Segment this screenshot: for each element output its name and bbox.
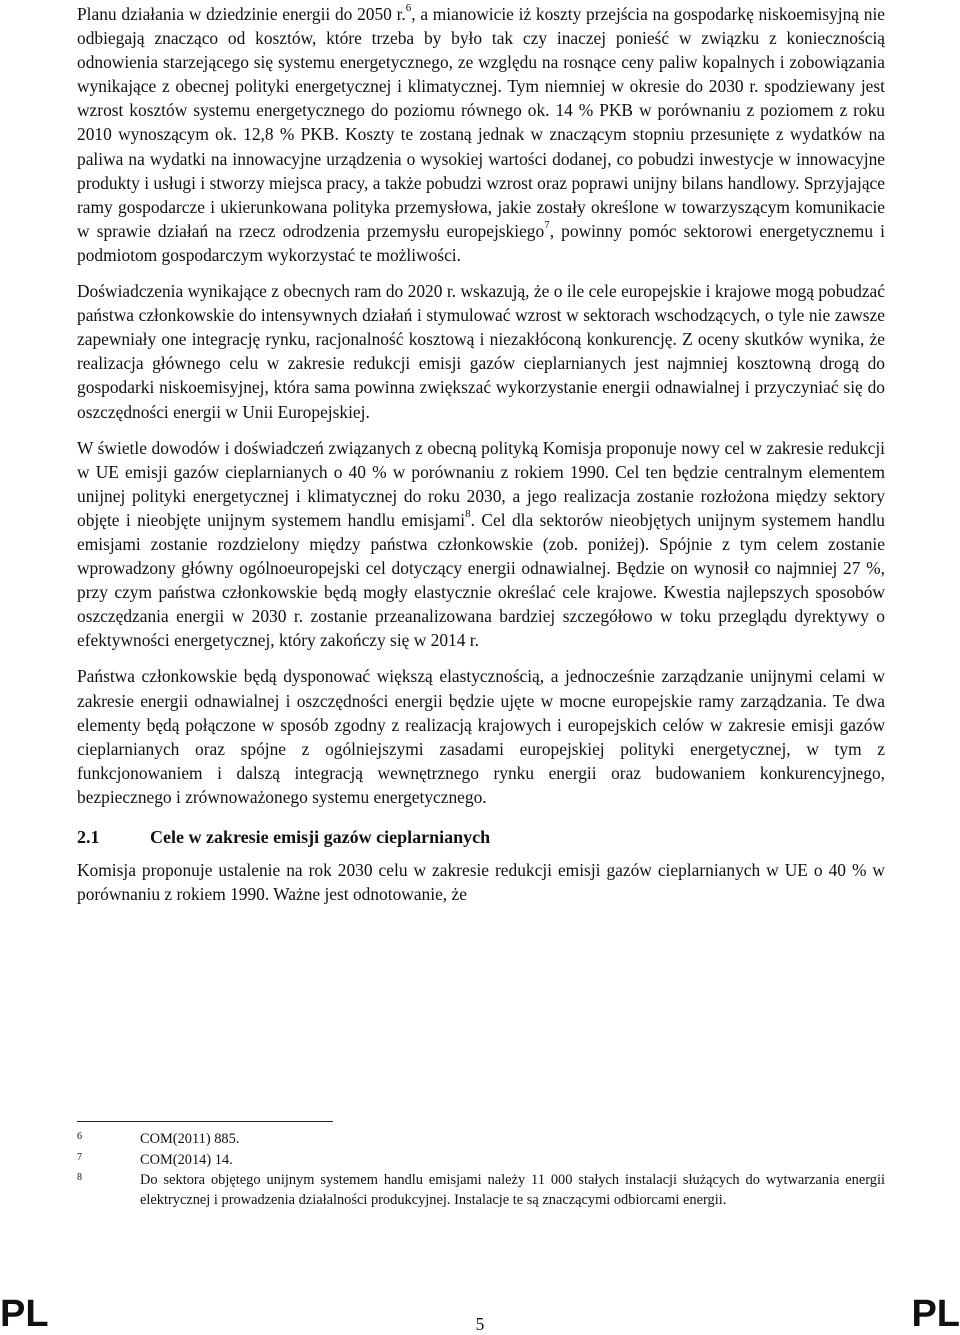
paragraph-text: , a mianowicie iż koszty przejścia na gospodarkę niskoemisyjną nie odbiegają znacząco od kosztów, które trzeba by było tak czy inaczej ponieść w związku z koniecznością odnowienia starzejącego się systemu energetycznego, ze względu na rosnące ceny paliw kopalnych i zobowiązania wynikające z obecnej polityki energetycznej i klimatycznej. Tym niemniej w okresie do 2030 r. spodziewany jest wzrost kosztów systemu energetycznego do poziomu równego ok. 14 % PKB w porównaniu z poziomem z roku 2010 wynoszącym ok. 12,8 % PKB. Koszty te zostaną jednak w znaczącym stopniu przesunięte z wydatków na paliwa na wydatki na innowacyjne urządzenia o wysokiej wartości dodanej, co pobudzi inwestycje w innowacyjne produkty i usługi i stworzy miejsca pracy, a także pobudzi wzrost oraz poprawi unijny bilans handlowy. Sprzyjające ramy gospodarcze i ukierunkowana polityka przemysłowa, jakie zostały określone w towarzyszącym komunikacie w sprawie działań na rzecz odrodzenia przemysłu europejskiego: [77, 4, 885, 241]
footnote-mark: 8: [77, 1172, 82, 1183]
section-paragraph: Komisja proponuje ustalenie na rok 2030 celu w zakresie redukcji emisji gazów cieplarnianych w UE o 40 % w porównaniu z rokiem 1990. Ważne jest odnotowanie, że: [77, 860, 885, 905]
section-number: 2.1: [77, 827, 100, 847]
main-text: [77, 2, 885, 918]
paragraph-text: Planu działania w dziedzinie energii do 2050 r.: [77, 4, 406, 24]
footnote-text: COM(2011) 885.: [140, 1131, 240, 1147]
paragraph-1: [77, 2, 885, 267]
paragraph-text: Państwa członkowskie będą dysponować większą elastycznością, a jednocześnie zarządzanie unijnymi celami w zakresie energii odnawialnej i oszczędności energii będzie ujęte w mocne europejskie ramy zarządzania. Te dwa elementy będą połączone w sposób zgodny z realizacją krajowych i europejskich celów w zakresie emisji gazów cieplarnianych oraz spójne z ogólniejszymi zasadami europejskiej polityki energetycznej, w tym z funkcjonowaniem i dalszą integracją wewnętrznego rynku energii oraz budowaniem konkurencyjnego, bezpiecznego i zrównoważonego systemu energetycznego.: [77, 666, 885, 807]
paragraph-text: . Cel dla sektorów nieobjętych unijnym systemem handlu emisjami zostanie rozdzielony między państwa członkowskie (zob. poniżej). Spójnie z tym celem zostanie wprowadzony główny ogólnoeuropejski cel dotyczący energii odnawialnej. Będzie on wynosił co najmniej 27 %, przy czym państwa członkowskie będą mogły elastycznie określać cele krajowe. Kwestia najlepszych sposobów oszczędzania energii w 2030 r. zostanie przeanalizowana bardziej szczegółowo w toku przeglądu dyrektywy o efektywności energetycznej, który zakończy się w 2014 r.: [77, 509, 885, 651]
footnote-6: [77, 1130, 885, 1150]
footnote-ref-6[interactable]: 6: [405, 2, 412, 15]
footnote-7: [77, 1151, 885, 1171]
footnote-ref-7[interactable]: 7: [544, 219, 550, 232]
paragraph-4: [77, 664, 885, 809]
footnote-mark: 7: [77, 1151, 82, 1163]
language-code-right: PL: [911, 1293, 960, 1335]
footnote-mark: 6: [77, 1131, 82, 1142]
section-heading: [77, 825, 885, 849]
page-number: 5: [475, 1314, 485, 1334]
paragraph-2: [77, 279, 885, 424]
language-code-left: PL: [0, 1293, 49, 1335]
paragraph-text: , powinny pomóc sektorowi energetycznemu i podmiotom gospodarczym wykorzystać te możliwości.: [77, 220, 885, 265]
footnote-text: Do sektora objętego unijnym systemem handlu emisjami należy 11 000 stałych instalacji służących do wytwarzania energii elektrycznej i prowadzenia działalności produkcyjnej. Instalacje te są znaczącymi odbiorcami energii.: [140, 1172, 885, 1208]
paragraph-3: [77, 436, 885, 653]
footnotes: [77, 1130, 885, 1211]
paragraph-text: W świetle dowodów i doświadczeń związanych z obecną polityką Komisja proponuje nowy cel w zakresie redukcji w UE emisji gazów cieplarnianych o 40 % w porównaniu z rokiem 1990. Cel ten będzie centralnym elementem unijnej polityki energetycznej i klimatycznej do roku 2030, a jego realizacja zostanie rozłożona między sektory objęte i nieobjęte unijnym systemem handlu emisjami: [77, 437, 885, 530]
section-title: Cele w zakresie emisji gazów cieplarnianych: [150, 827, 491, 847]
footnote-text: COM(2014) 14.: [140, 1151, 233, 1168]
footnote-ref-8[interactable]: 8: [465, 508, 471, 521]
paragraph-text: Doświadczenia wynikające z obecnych ram do 2020 r. wskazują, że o ile cele europejskie i krajowe mogą pobudzać państwa członkowskie do intensywnych działań i stymulować wzrost w sektorach wschodzących, o tyle nie zawsze zapewniały one integrację rynku, racjonalność kosztową i niezakłóconą konkurencję. Z oceny skutków wynika, że realizacja głównego celu w zakresie redukcji emisji gazów cieplarnianych jest najmniej kosztowną drogą do gospodarki niskoemisyjnej, która sama powinna zwiększać wykorzystanie energii odnawialnej i przyczyniać się do oszczędności energii w Unii Europejskiej.: [77, 281, 885, 422]
footnote-separator: [77, 1121, 333, 1122]
footnote-8: [77, 1171, 885, 1210]
